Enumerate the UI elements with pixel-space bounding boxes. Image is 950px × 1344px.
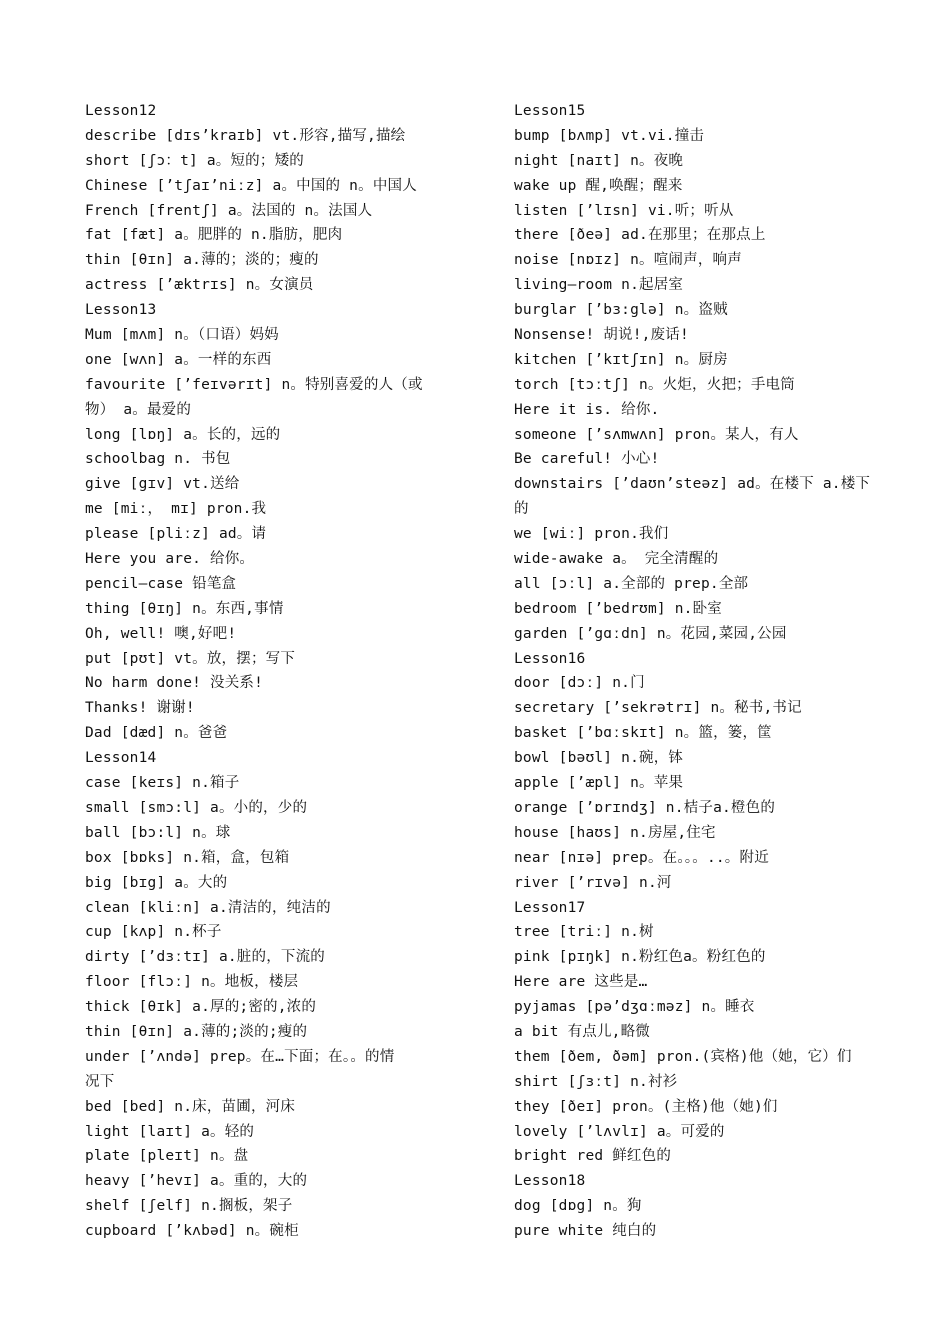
lesson-heading: Lesson12 (85, 103, 157, 119)
vocab-entry: schoolbag n. 书包 (85, 451, 231, 468)
vocab-entry: Dad [dæd] n。爸爸 (85, 725, 228, 742)
left-column (85, 99, 457, 1244)
lesson-heading: Lesson14 (85, 750, 157, 767)
vocab-entry: cupboard [’kʌbəd] n。碗柜 (85, 1223, 299, 1240)
vocab-entry: thin [θɪn] a.薄的;淡的;瘦的 (85, 1023, 308, 1040)
vocab-entry: Chinese [’tʃaɪ’niːz] a。中国的 n。中国人 (85, 177, 417, 194)
vocab-entry: there [ðeə] ad.在那里；在那点上 (514, 227, 766, 244)
vocab-entry: thin [θɪn] a.薄的；淡的；瘦的 (85, 252, 319, 269)
vocab-entry: door [dɔː] n.门 (514, 675, 645, 692)
vocab-entry: cup [kʌp] n.杯子 (85, 924, 222, 941)
vocab-entry: kitchen [’kɪtʃɪn] n。厨房 (514, 351, 728, 368)
vocab-entry: secretary [’sekrətrɪ] n。秘书,书记 (514, 700, 802, 717)
vocab-entry: thick [θɪk] a.厚的;密的,浓的 (85, 999, 317, 1016)
vocab-entry: 的 (514, 501, 529, 518)
vocab-entry: Nonsense! 胡说!,废话! (514, 327, 689, 344)
vocab-entry: bed [bed] n.床，苗圃，河床 (85, 1098, 296, 1115)
vocab-entry: floor [flɔː] n。地板，楼层 (85, 974, 299, 991)
vocab-entry: river [’rɪvə] n.河 (514, 874, 672, 891)
lesson-heading: Lesson17 (514, 899, 586, 916)
vocab-entry: pure white 纯白的 (514, 1223, 657, 1240)
vocab-entry: small [smɔ:l] a。小的，少的 (85, 799, 308, 816)
vocab-entry: torch [tɔːtʃ] n。火炬，火把；手电筒 (514, 376, 795, 393)
vocab-entry: apple [’æpl] n。苹果 (514, 775, 684, 792)
vocab-entry: Here it is. 给你. (514, 401, 660, 418)
vocab-entry: lovely [’lʌvlɪ] a。可爱的 (514, 1123, 725, 1140)
lesson-heading: Lesson15 (514, 103, 586, 119)
vocab-entry: 况下 (85, 1073, 115, 1090)
vocab-entry: clean [kliːn] a.清洁的，纯洁的 (85, 899, 331, 916)
vocab-entry: please [pliːz] ad。请 (85, 526, 267, 543)
vocab-entry: basket [’bɑːskɪt] n。篮，篓，筐 (514, 725, 772, 742)
vocab-entry: someone [’sʌmwʌn] pron。某人，有人 (514, 426, 799, 443)
vocab-entry: living—room n.起居室 (514, 277, 684, 294)
vocab-entry: night [naɪt] n。夜晚 (514, 152, 684, 169)
vocab-entry: big [bɪg] a。大的 (85, 874, 228, 891)
vocab-entry: orange [’ɒrɪndʒ] n.桔子a.橙色的 (514, 799, 776, 816)
vocab-entry: they [ðeɪ] pron。(主格)他（她)们 (514, 1098, 778, 1115)
vocab-entry: under [’ʌndə] prep。在…下面；在。。的情 (85, 1048, 395, 1065)
vocab-entry: give [gɪv] vt.送给 (85, 476, 240, 493)
vocab-entry: house [haʊs] n.房屋,住宅 (514, 824, 716, 841)
vocab-entry: put [pʊt] vt。放，摆；写下 (85, 650, 296, 667)
vocab-entry: Thanks! 谢谢! (85, 700, 195, 717)
vocab-entry: long [lɒŋ] a。长的，远的 (85, 426, 281, 443)
vocab-entry: actress [’æktrɪs] n。女演员 (85, 277, 314, 294)
vocab-entry: pyjamas [pə’dʒɑːməz] n。睡衣 (514, 999, 755, 1016)
vocab-entry: bright red 鲜红色的 (514, 1148, 672, 1165)
vocab-entry: pencil—case 铅笔盒 (85, 575, 237, 592)
vocab-entry: ball [bɔ:l] n。球 (85, 824, 231, 841)
vocab-entry: one [wʌn] a。一样的东西 (85, 351, 272, 368)
vocab-entry: them [ðem, ðəm] pron.(宾格)他（她，它）们 (514, 1048, 852, 1065)
vocab-entry: short [ʃɔ：t] a。短的；矮的 (85, 152, 304, 169)
vocab-entry: Be careful! 小心! (514, 451, 660, 468)
vocab-entry: garden [’gɑːdn] n。花园,菜园,公园 (514, 625, 787, 642)
vocab-entry: tree [triː] n.树 (514, 924, 654, 941)
vocab-entry: bowl [bəʊl] n.碗，钵 (514, 750, 684, 767)
vocab-entry: French [frentʃ] a。法国的 n。法国人 (85, 202, 373, 219)
lesson-heading: Lesson18 (514, 1173, 586, 1190)
vocab-entry: favourite [’feɪvərɪt] n。特别喜爱的人（或 (85, 376, 423, 393)
vocab-entry: listen [’lɪsn] vi.听；听从 (514, 202, 734, 219)
vocab-entry: plate [pleɪt] n。盘 (85, 1148, 249, 1165)
vocab-entry: fat [fæt] a。肥胖的 n.脂肪，肥肉 (85, 227, 343, 244)
vocab-entry: Here are 这些是… (514, 974, 648, 991)
vocab-entry: noise [nɒɪz] n。喧闹声，响声 (514, 252, 742, 269)
vocab-entry: heavy [’hevɪ] a。重的，大的 (85, 1173, 308, 1190)
vocab-entry: bedroom [’bedrʊm] n.卧室 (514, 600, 722, 617)
vocab-entry: Mum [mʌm] n。（口语）妈妈 (85, 327, 279, 344)
vocab-entry: case [keɪs] n.箱子 (85, 775, 240, 792)
vocab-entry: thing [θɪŋ] n。东西,事情 (85, 600, 284, 617)
right-column (514, 99, 886, 1244)
vocab-entry: near [nɪə] prep。在。。。..。附近 (514, 849, 769, 866)
vocab-entry: Here you are. 给你。 (85, 551, 255, 568)
vocab-entry: dirty [’dɜːtɪ] a.脏的，下流的 (85, 949, 326, 966)
vocab-entry: light [laɪt] a。轻的 (85, 1123, 255, 1140)
vocab-entry: No harm done! 没关系! (85, 675, 264, 692)
vocab-entry: bump [bʌmp] vt.vi.撞击 (514, 127, 705, 144)
vocab-entry: dog [dɒg] n。狗 (514, 1198, 642, 1215)
vocab-entry: a bit 有点儿,略微 (514, 1023, 651, 1040)
vocab-entry: wake up 醒,唤醒；醒来 (514, 177, 683, 194)
vocab-entry: all [ɔːl] a.全部的 prep.全部 (514, 575, 749, 592)
vocab-entry: shirt [ʃɜːt] n.衬衫 (514, 1073, 678, 1090)
vocab-entry: Oh, well! 噢,好吧! (85, 625, 237, 642)
vocab-entry: describe [dɪs’kraɪb] vt.形容,描写,描绘 (85, 127, 406, 144)
vocab-entry: we [wiː] pron.我们 (514, 526, 669, 543)
vocab-entry: box [bɒks] n.箱，盒，包箱 (85, 849, 290, 866)
vocab-entry: shelf [ʃelf] n.搁板，架子 (85, 1198, 293, 1215)
vocab-entry: wide-awake a。 完全清醒的 (514, 551, 719, 568)
lesson-heading: Lesson13 (85, 302, 157, 319)
vocab-entry: pink [pɪŋk] n.粉红色a。粉红色的 (514, 949, 766, 966)
vocab-entry: downstairs [’daʊn’steəz] ad。在楼下 a.楼下 (514, 476, 871, 493)
vocab-entry: me [miː， mɪ] pron.我 (85, 501, 267, 518)
vocab-entry: burglar [’bɜ:glə] n。盗贼 (514, 302, 728, 319)
vocab-entry: 物） a。最爱的 (85, 401, 192, 418)
lesson-heading: Lesson16 (514, 650, 586, 667)
